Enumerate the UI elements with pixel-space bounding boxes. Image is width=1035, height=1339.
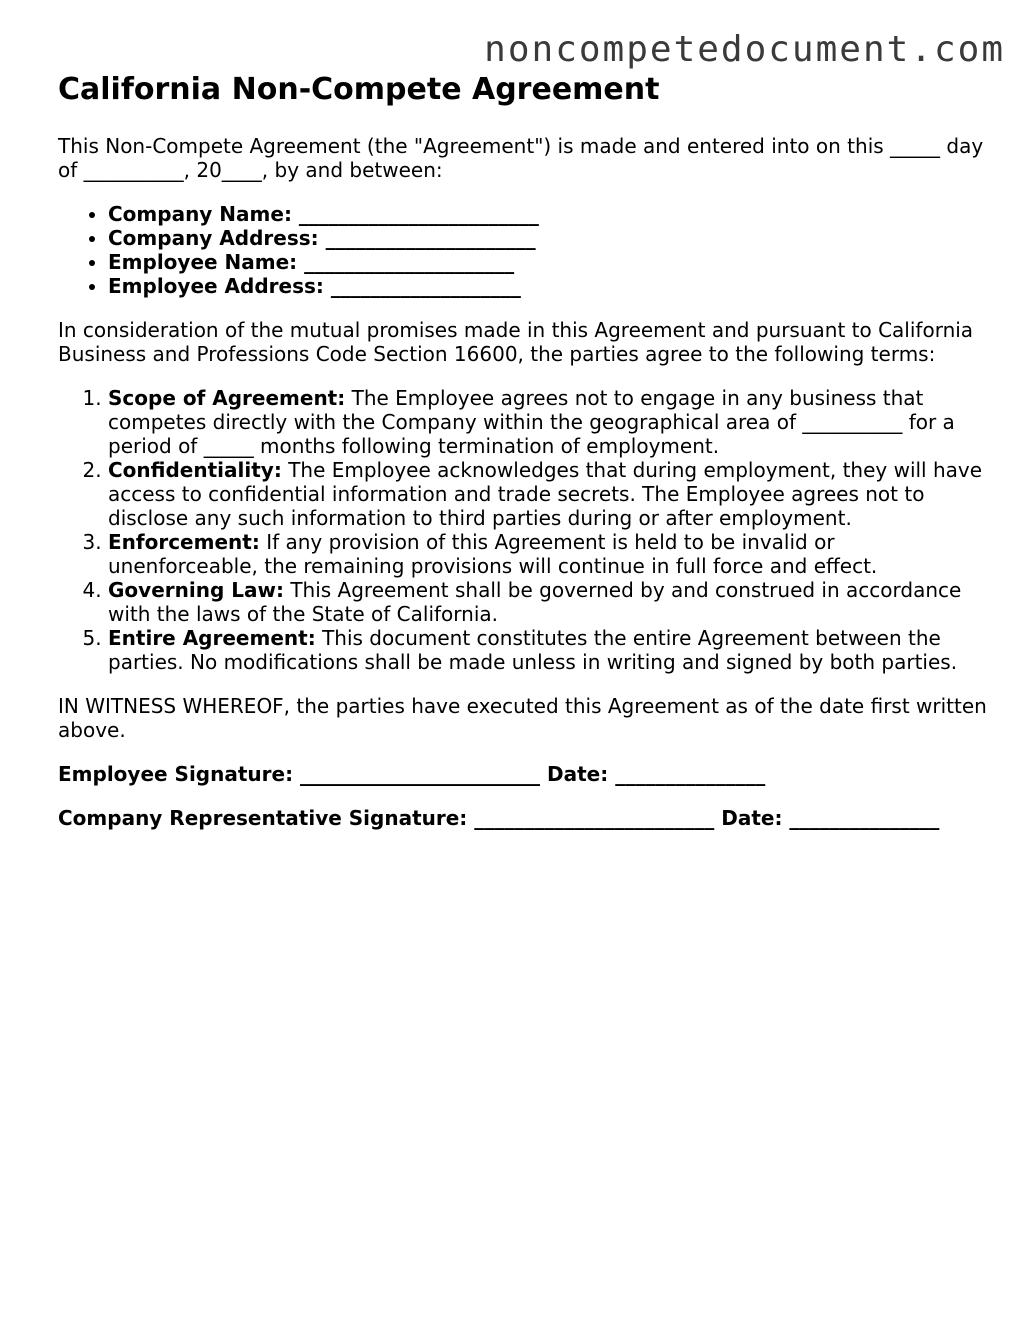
field-blank: ___________________ xyxy=(330,274,521,298)
terms-list xyxy=(58,386,988,674)
list-item xyxy=(108,274,988,298)
term-text: If any provision of this Agreement is held to be invalid or unenforceable, the remaining provisions will continue in full force and effect. xyxy=(108,530,878,578)
term-text: The Employee agrees not to engage in any business that competes directly with the Company within the geographical area of __________ for a period of _____ months following termination of employment. xyxy=(108,386,955,458)
list-item xyxy=(108,386,988,458)
list-item xyxy=(108,530,988,578)
list-item xyxy=(108,626,988,674)
term-heading: Governing Law: xyxy=(108,578,284,602)
list-item xyxy=(108,202,988,226)
consideration-paragraph: In consideration of the mutual promises made in this Agreement and pursuant to California Business and Professions Code Section 16600, the parties agree to the following terms: xyxy=(58,318,974,366)
list-item xyxy=(108,226,988,250)
company-signature-line: Company Representative Signature: ________________________ Date: _______________ xyxy=(58,806,940,830)
field-label: Employee Address: xyxy=(108,274,324,298)
term-heading: Confidentiality: xyxy=(108,458,282,482)
term-heading: Entire Agreement: xyxy=(108,626,316,650)
list-item xyxy=(108,578,988,626)
list-item xyxy=(108,458,988,530)
term-heading: Scope of Agreement: xyxy=(108,386,346,410)
intro-paragraph: This Non-Compete Agreement (the "Agreement") is made and entered into on this _____ day of __________, 20____, by and between: xyxy=(58,134,984,182)
field-blank: ________________________ xyxy=(298,202,539,226)
term-text: The Employee acknowledges that during employment, they will have access to confidential information and trade secrets. The Employee agrees not to disclose any such information to third parties during or after employment. xyxy=(108,458,983,530)
employee-signature-line: Employee Signature: ________________________ Date: _______________ xyxy=(58,762,766,786)
field-blank: _____________________ xyxy=(325,226,536,250)
field-label: Company Address: xyxy=(108,226,319,250)
list-item xyxy=(108,250,988,274)
field-blank: _____________________ xyxy=(304,250,515,274)
field-label: Employee Name: xyxy=(108,250,298,274)
party-fields-list xyxy=(58,202,988,298)
field-label: Company Name: xyxy=(108,202,292,226)
term-text: This document constitutes the entire Agreement between the parties. No modifications shall be made unless in writing and signed by both parties. xyxy=(108,626,958,674)
site-watermark: noncompetedocument.com xyxy=(484,29,1005,70)
term-heading: Enforcement: xyxy=(108,530,260,554)
document-title: California Non-Compete Agreement xyxy=(58,72,660,107)
document-page xyxy=(58,72,988,850)
witness-paragraph: IN WITNESS WHEREOF, the parties have executed this Agreement as of the date first written above. xyxy=(58,694,987,742)
term-text: This Agreement shall be governed by and construed in accordance with the laws of the State of California. xyxy=(108,578,962,626)
